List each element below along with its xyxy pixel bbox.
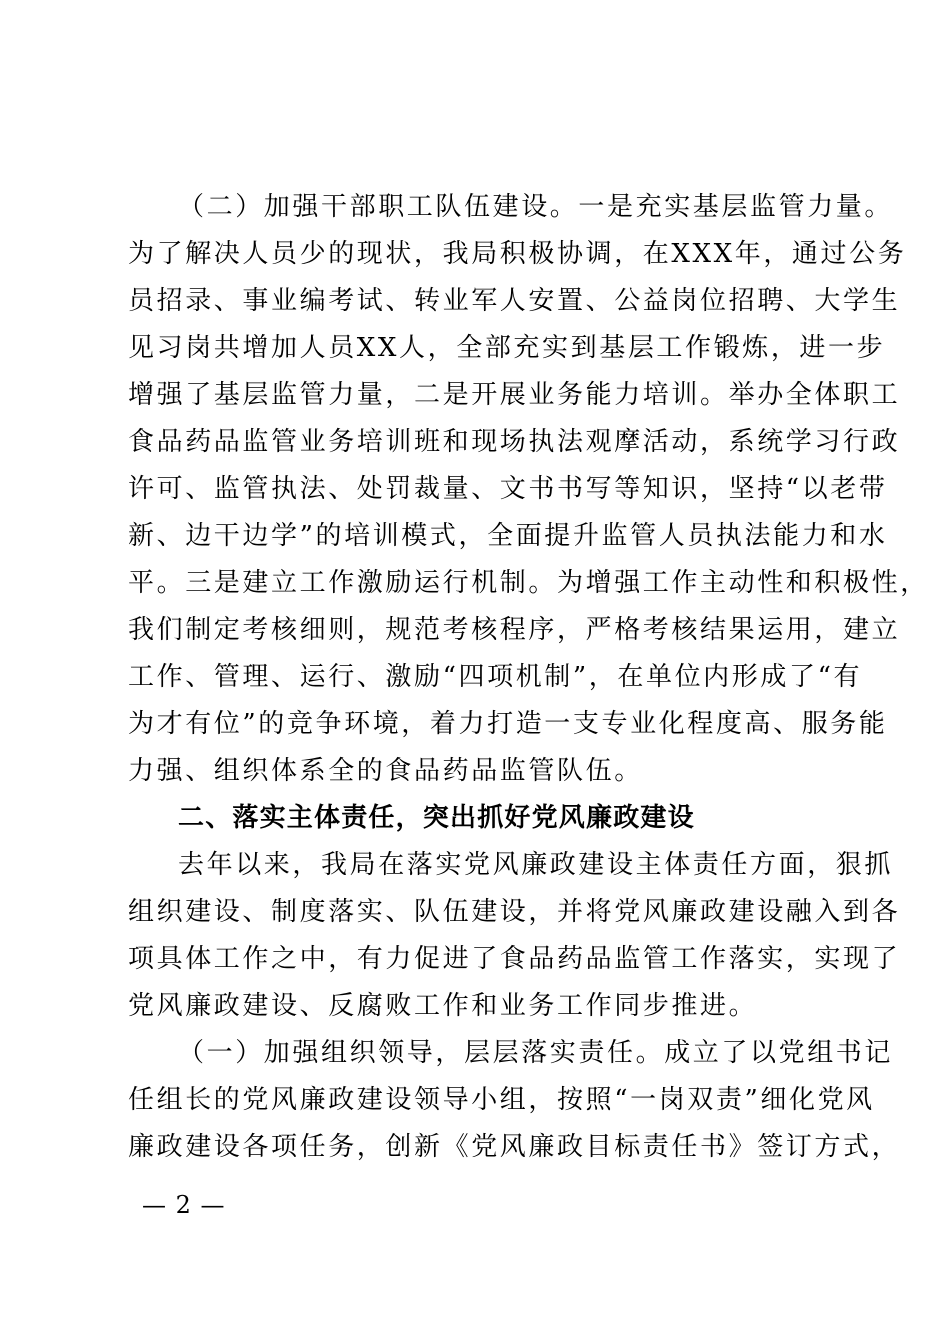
paragraph-line: 工作、管理、运行、激励“四项机制”，在单位内形成了“有 xyxy=(128,662,863,692)
paragraph-line: 任组长的党风廉政建设领导小组，按照“一岗双责”细化党风 xyxy=(128,1085,875,1115)
paragraph-line: 食品药品监管业务培训班和现场执法观摩活动，系统学习行政 xyxy=(128,427,901,457)
paragraph-line: 力强、组织体系全的食品药品监管队伍。 xyxy=(128,756,643,786)
paragraph-line: 增强了基层监管力量，二是开展业务能力培训。举办全体职工 xyxy=(128,380,901,410)
paragraph-line: 廉政建设各项任务，创新《党风廉政目标责任书》签订方式， xyxy=(128,1132,901,1162)
paragraph-line: 员招录、事业编考试、转业军人安置、公益岗位招聘、大学生 xyxy=(128,286,901,316)
paragraph-line: （二）加强干部职工队伍建设。一是充实基层监管力量。 xyxy=(178,192,894,222)
paragraph-line: 许可、监管执法、处罚裁量、文书书写等知识，坚持“以老带 xyxy=(128,474,888,504)
paragraph-line: 平。三是建立工作激励运行机制。为增强工作主动性和积极性， xyxy=(128,568,929,598)
paragraph-line: 项具体工作之中，有力促进了食品药品监管工作落实，实现了 xyxy=(128,944,901,974)
section-heading: 二、落实主体责任，突出抓好党风廉政建设 xyxy=(178,803,695,833)
paragraph-line: 见习岗共增加人员XX人，全部充实到基层工作锻炼，进一步 xyxy=(128,333,886,363)
paragraph-line: 党风廉政建设、反腐败工作和业务工作同步推进。 xyxy=(128,991,758,1021)
paragraph-line: 为才有位”的竞争环境，着力打造一支专业化程度高、服务能 xyxy=(128,709,888,739)
paragraph-line: （一）加强组织领导，层层落实责任。成立了以党组书记 xyxy=(178,1038,894,1068)
paragraph-line: 组织建设、制度落实、队伍建设，并将党风廉政建设融入到各 xyxy=(128,897,901,927)
paragraph-line: 新、边干边学”的培训模式，全面提升监管人员执法能力和水 xyxy=(128,521,888,551)
paragraph-line: 去年以来，我局在落实党风廉政建设主体责任方面，狠抓 xyxy=(178,850,894,880)
page-number: — 2 — xyxy=(142,1191,226,1219)
paragraph-line: 我们制定考核细则，规范考核程序，严格考核结果运用，建立 xyxy=(128,615,901,645)
paragraph-line: 为了解决人员少的现状，我局积极协调，在XXX年，通过公务 xyxy=(128,239,907,269)
